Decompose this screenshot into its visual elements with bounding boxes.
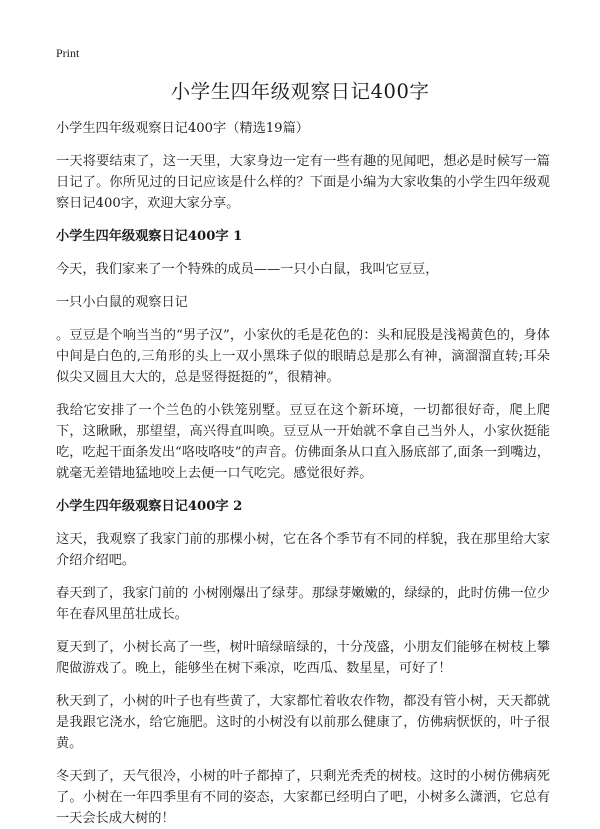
paragraph: 秋天到了，小树的叶子也有些黄了，大家都忙着收农作物，都没有管小树，天天都就是我跟它浇水，给它施肥。这时的小树没有以前那么健康了，仿佛病恹恹的，叶子很黄。 <box>56 694 550 751</box>
paragraph: 冬天到了，天气很冷，小树的叶子都掉了，只剩光秃秃的树枝。这时的小树仿佛病死了。小树在一年四季里有不同的姿态，大家都已经明白了吧，小树多么潇洒，它总有一天会长成大树的！ <box>56 769 550 826</box>
article-subtitle: 小学生四年级观察日记400字（精选19篇） <box>56 121 309 136</box>
section-heading-2: 小学生四年级观察日记400字 2 <box>56 499 243 514</box>
print-link[interactable]: Print <box>56 46 80 60</box>
page-title: 小学生四年级观察日记400字 <box>170 80 430 103</box>
section-heading-1: 小学生四年级观察日记400字 1 <box>56 229 243 244</box>
paragraph: 一只小白鼠的观察日记 <box>56 295 188 310</box>
paragraph: 这天，我观察了我家门前的那棵小树，它在各个季节有不同的样貌，我在那里给大家介绍介绍吧。 <box>56 532 550 568</box>
article-body <box>56 118 550 829</box>
paragraph: 春天到了，我家门前的 小树刚爆出了绿芽。那绿芽嫩嫩的，绿绿的，此时仿佛一位少年在春风里茁壮成长。 <box>56 586 550 622</box>
paragraph: 我给它安排了一个兰色的小铁笼别墅。豆豆在这个新环境，一切都很好奇，爬上爬下，这瞅瞅，那望望，高兴得直叫唤。豆豆从一开始就不拿自己当外人，小家伙挺能吃，吃起干面条发出“咯吱咯吱”的声音。仿佛面条从口直入肠底部了,面条一到嘴边，就毫无差错地猛地咬上去便一口气吃完。感觉很好养。 <box>56 403 550 481</box>
intro-paragraph: 一天将要结束了，这一天里，大家身边一定有一些有趣的见闻吧，想必是时候写一篇日记了。你所见过的日记应该是什么样的？下面是小编为大家收集的小学生四年级观察日记400字，欢迎大家分享。 <box>56 154 550 211</box>
paragraph: 今天，我们家来了一个特殊的成员——一只小白鼠，我叫它豆豆， <box>56 262 439 277</box>
paragraph: 。豆豆是个响当当的“男子汉”，小家伙的毛是花色的：头和屁股是浅褐黄色的，身体中间是白色的,三角形的头上一双小黑珠子似的眼睛总是那么有神，滴溜溜直转;耳朵似尖又圆且大大的，总是竖得挺挺的”，很精神。 <box>56 328 550 385</box>
paragraph: 夏天到了，小树长高了一些，树叶暗绿暗绿的，十分茂盛，小朋友们能够在树枝上攀爬做游戏了。晚上，能够坐在树下乘凉，吃西瓜、数星星，可好了！ <box>56 640 550 676</box>
